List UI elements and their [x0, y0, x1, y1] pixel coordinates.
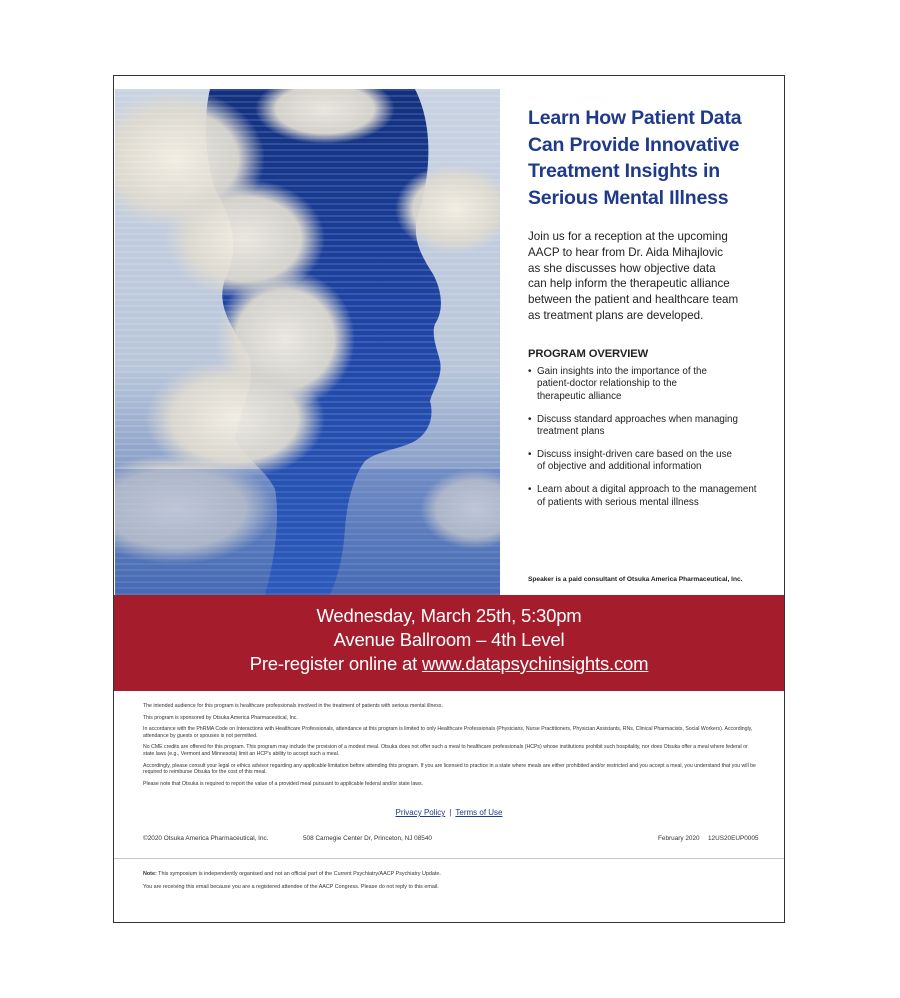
footer-divider — [114, 858, 784, 859]
program-overview-title: PROGRAM OVERVIEW — [528, 347, 649, 360]
fine-print — [143, 703, 758, 792]
list-item: • Discuss insight-driven care based on the use of objective and additional information — [528, 448, 732, 473]
intro-line: AACP to hear from Dr. Aida Mihajlovic — [528, 245, 724, 259]
intro-line: Join us for a reception at the upcoming — [528, 230, 728, 243]
intro-line: as she discusses how objective data — [528, 261, 716, 275]
footer-links — [114, 808, 784, 817]
note-text: This symposium is independently organised and not an official part of the Current Psychiatry/AACP Psychiatry Update. — [156, 871, 441, 877]
speaker-disclosure: Speaker is a paid consultant of Otsuka America Pharmaceutical, Inc. — [528, 576, 743, 583]
headline-line: Can Provide Innovative — [528, 133, 740, 156]
hero-image — [115, 89, 500, 595]
symposium-note — [143, 871, 758, 878]
intro-column — [528, 105, 768, 519]
intro-paragraph — [528, 229, 768, 324]
list-item: • Learn about a digital approach to the management of patients with serious mental illness — [528, 483, 757, 508]
fine-print-paragraph: No CME credits are offered for this program. This program may include the provision of a modest meal. Otsuka does not offer such a meal to healthcare professionals (HCPs) whose institutions prohibit such hospitality, nor does Otsuka offer a meal where federal or state laws (e.g., Vermont and Minnesota) limit an HCP's ability to accept such a meal. — [143, 744, 748, 757]
event-location: Avenue Ballroom – 4th Level — [333, 629, 565, 650]
fine-print-paragraph: Please note that Otsuka is required to report the value of a provided meal pursuant to applicable federal and/or state laws. — [143, 780, 424, 787]
copyright-text: ©2020 Otsuka America Pharmaceutical, Inc. — [143, 835, 269, 842]
email-notes — [143, 871, 758, 897]
email-flyer — [113, 75, 785, 923]
register-prefix: Pre-register online at — [249, 653, 422, 674]
program-overview-list — [528, 366, 768, 509]
intro-line: as treatment plans are developed. — [528, 308, 704, 322]
event-date-time: Wednesday, March 25th, 5:30pm — [316, 605, 582, 626]
list-item: • Discuss standard approaches when managing treatment plans — [528, 413, 738, 438]
intro-line: can help inform the therapeutic alliance — [528, 277, 730, 291]
fine-print-paragraph: This program is sponsored by Otsuka America Pharmaceutical, Inc. — [143, 714, 298, 721]
fine-print-paragraph: In accordance with the PhRMA Code on Interactions with Healthcare Professionals, attendance at this program is limited to only Healthcare Professionals (Physicians, Nurse Practitioners, Physician Assistants, RNs, Clinical Pharmacists, Social Workers). Accordingly, attendance by guests or spouses is not permitted. — [143, 726, 753, 739]
event-register — [114, 652, 784, 676]
fine-print-paragraph: The intended audience for this program is healthcare professionals involved in the treatment of patients with serious mental illness. — [143, 703, 443, 709]
document-code: 12US20EUP0005 — [708, 835, 759, 842]
list-item: • Gain insights into the importance of the patient-doctor relationship to the therapeutic alliance — [528, 365, 707, 402]
publish-date: February 2020 — [658, 835, 700, 842]
intro-line: between the patient and healthcare team — [528, 293, 739, 307]
register-link[interactable]: www.datapsychinsights.com — [421, 653, 649, 674]
headline-line: Serious Mental Illness — [528, 186, 729, 209]
headline-line: Treatment Insights in — [528, 160, 720, 182]
terms-of-use-link[interactable]: Terms of Use — [455, 808, 503, 817]
bullet-icon: • — [528, 413, 532, 425]
footer-meta — [143, 835, 758, 847]
bullet-icon: • — [528, 448, 532, 460]
fine-print-paragraph: Accordingly, please consult your legal or ethics advisor regarding any applicable limitation before attending this program. If you are licensed to practice in a state where meals are either prohibited and/or restricted and you accept a meal, you understand that you will be required to reimburse Otsuka for the cost of this meal. — [143, 762, 756, 776]
note-label: Note: — [143, 871, 157, 877]
profile-silhouette-clouds-image — [115, 89, 500, 595]
bullet-icon: • — [528, 365, 532, 377]
privacy-policy-link[interactable]: Privacy Policy — [395, 808, 446, 817]
headline — [528, 105, 768, 211]
company-address: 508 Carnegie Center Dr, Princeton, NJ 08540 — [303, 835, 432, 842]
headline-line: Learn How Patient Data — [528, 107, 742, 129]
link-separator: | — [449, 808, 452, 817]
bullet-icon: • — [528, 483, 532, 495]
event-banner — [114, 595, 784, 691]
receiving-notice: You are receiving this email because you are a registered attendee of the AACP Congress. Please do not reply to this email. — [143, 884, 439, 890]
